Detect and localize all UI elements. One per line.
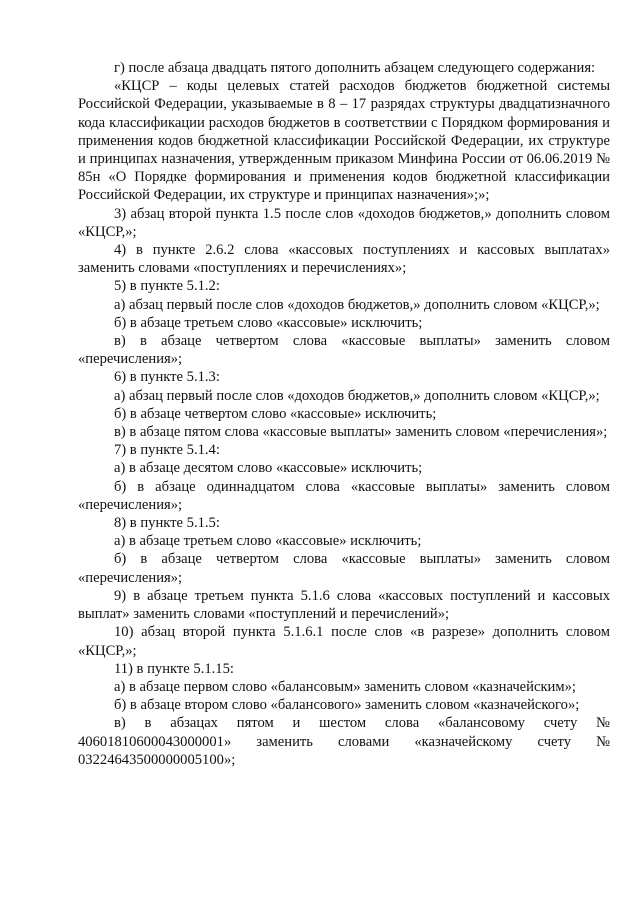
paragraph-item-4: 4) в пункте 2.6.2 слова «кассовых поступлениях и кассовых выплатах» заменить словами «поступлениях и перечислениях»; [78, 242, 610, 277]
paragraph-item-5: 5) в пункте 5.1.2: [114, 278, 220, 295]
paragraph-item-7-a: а) в абзаце десятом слово «кассовые» исключить; [114, 460, 423, 477]
paragraph-item-6-b: б) в абзаце четвертом слово «кассовые» исключить; [114, 405, 437, 422]
paragraph-item-11-b: б) в абзаце втором слово «балансового» заменить словом «казначейского»; [114, 697, 580, 714]
paragraph-kcsr-definition: «КЦСР – коды целевых статей расходов бюджетов бюджетной системы Российской Федерации, указываемые в 8 – 17 разрядах структуры двадцатизначного кода классификации расходов бюджетов в соответствии с Порядком формирования и применения кодов бюджетной классификации Российской Федерации, их структуре и принципах назначения, утвержденным приказом Минфина России от 06.06.2019 № 85н «О Порядке формирования и применения кодов бюджетной классификации Российской Федерации, их структуре и принципах назначения»;»; [78, 78, 610, 204]
paragraph-item-5-v: в) в абзаце четвертом слова «кассовые выплаты» заменить словом «перечисления»; [78, 333, 610, 368]
paragraph-item-5-b: б) в абзаце третьем слово «кассовые» исключить; [114, 314, 423, 331]
paragraph-item-6: 6) в пункте 5.1.3: [114, 369, 220, 386]
paragraph-item-6-a: а) абзац первый после слов «доходов бюджетов,» дополнить словом «КЦСР,»; [114, 387, 600, 404]
paragraph-item-8: 8) в пункте 5.1.5: [114, 515, 220, 532]
paragraph-item-9: 9) в абзаце третьем пункта 5.1.6 слова «кассовых поступлений и кассовых выплат» заменить словами «поступлений и перечислений»; [78, 587, 610, 623]
paragraph-item-3: 3) абзац второй пункта 1.5 после слов «доходов бюджетов,» дополнить словом «КЦСР,»; [78, 205, 610, 240]
paragraph-item-6-v: в) в абзаце пятом слова «кассовые выплаты» заменить словом «перечисления»; [114, 424, 608, 441]
paragraph-item-7-b: б) в абзаце одиннадцатом слова «кассовые выплаты» заменить словом «перечисления»; [78, 478, 610, 513]
document-page [78, 59, 610, 769]
paragraph-item-10: 10) абзац второй пункта 5.1.6.1 после слов «в разрезе» дополнить словом «КЦСР,»; [78, 624, 610, 659]
paragraph-item-8-b: б) в абзаце четвертом слова «кассовые выплаты» заменить словом «перечисления»; [78, 551, 610, 586]
paragraph-item-11: 11) в пункте 5.1.15: [114, 660, 234, 677]
paragraph-item-7: 7) в пункте 5.1.4: [114, 442, 220, 459]
paragraph-item-11-v: в) в абзацах пятом и шестом слова «балансовому счету № 40601810600043000001» заменить словами «казначейскому счету № 03224643500000005100»; [78, 715, 610, 768]
paragraph-sub-g: г) после абзаца двадцать пятого дополнить абзацем следующего содержания: [114, 60, 596, 76]
paragraph-item-5-a: а) абзац первый после слов «доходов бюджетов,» дополнить словом «КЦСР,»; [114, 296, 600, 313]
paragraph-item-8-a: а) в абзаце третьем слово «кассовые» исключить; [114, 533, 422, 550]
paragraph-item-11-a: а) в абзаце первом слово «балансовым» заменить словом «казначейским»; [114, 678, 576, 695]
